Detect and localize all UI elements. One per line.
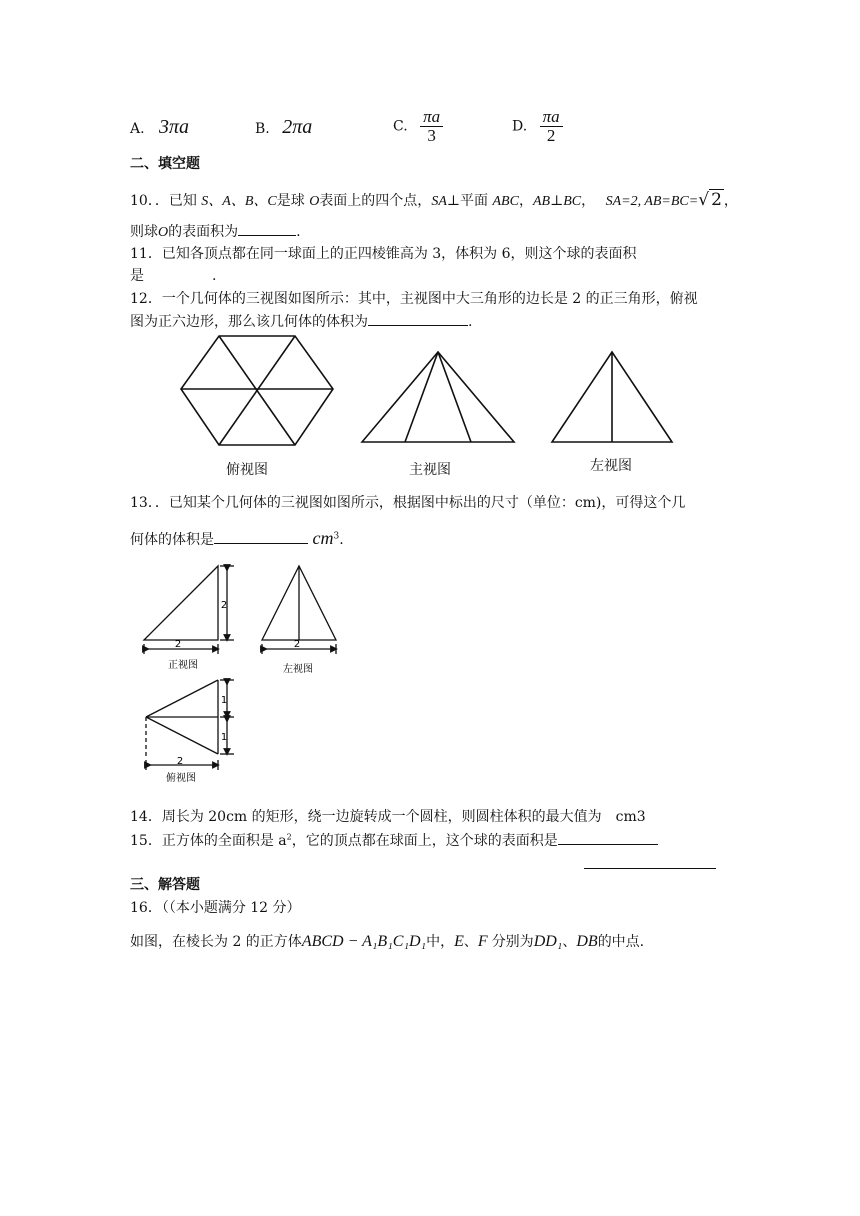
q16-cube: ABCD − A₁B₁C₁D₁ [301,933,427,950]
q16-e: E [454,933,464,950]
question-12-line-2 [130,311,472,331]
question-15 [130,830,658,850]
option-d-label: D. [512,118,528,135]
option-a [130,116,189,139]
option-a-label: A. [130,121,145,137]
q13-top-dim-label-a: 1 [220,695,228,706]
q13-top-dim-label-b: 1 [220,732,228,743]
hexagon-top-view [181,336,333,445]
q10-comma2: ， [581,193,596,209]
question-11-line-2 [130,265,216,285]
q13-line2-end: . [339,532,344,548]
q16-db: DB [576,933,598,950]
q12-left-view-label: 左视图 [590,458,632,474]
question-10-line-1 [130,190,738,210]
triangle-front-view [362,352,514,442]
q12-front-view-label: 主视图 [409,462,451,478]
section-fill-blank-title: 二、填空题 [130,156,200,172]
q10-perp2: ⊥ [550,193,564,209]
section-answer-title: 三、解答题 [130,877,200,893]
q10-sa: SA [431,194,447,209]
q10-line2-rest: 的表面积为 [168,224,239,240]
option-b-value: 2πa [282,116,313,138]
question-16-line-2 [130,931,644,951]
answer-blank [368,325,468,326]
q10-line2-end: . [296,224,301,240]
q13-front-view-label: 正视图 [168,660,198,671]
question-12-line-1: 12．一个几何体的三视图如图所示：其中，主视图中大三角形的边长是 2 的正三角形，俯视 [130,291,698,307]
question-11-line-1: 11．已知各顶点都在同一球面上的正四棱锥高为 3，体积为 6，则这个球的表面积 [130,246,637,262]
q11-line2-text: 是 [130,268,144,284]
q10-line2-prefix: 则球 [130,224,158,240]
q10-o: O [309,194,320,209]
answer-blank [214,543,308,544]
option-c-label: C. [393,118,408,135]
q10-comma1: ， [518,193,533,209]
option-a-value: 3πa [159,116,190,138]
q13-front-height-label: 2 [220,600,228,611]
triangle-left-view [552,352,672,442]
answer-blank-line [584,868,716,869]
option-b [255,116,312,139]
option-d [512,108,563,145]
option-c-denominator: 3 [427,125,436,145]
q10-bc: BC [563,194,582,209]
q13-unit: cm [312,528,334,548]
q16-sep2: 、 [562,934,577,950]
option-d-numerator: πa [540,108,563,127]
q12-top-view-label: 俯视图 [226,462,268,478]
q15-rest: ，它的顶点都在球面上，这个球的表面积是 [291,833,558,849]
q12-line2-text: 图为正六边形，那么该几何体的体积为 [130,314,368,330]
q10-abc: ABC [492,194,519,209]
q10-sqrt-value: 2 [711,190,722,210]
answer-blank [238,235,296,236]
q13-front-width-label: 2 [174,639,182,650]
q10-end: ， [723,193,738,209]
q16-end: 的中点. [597,934,645,950]
q16-mid2: 分别为 [491,934,534,950]
question-16-line-1: 16．（（本小题满分 12 分） [130,900,301,916]
question-13-line-1: 13．．已知某个几何体的三视图如图所示，根据图中标出的尺寸（单位：cm)，可得这个几 [130,495,686,511]
q10-prefix: 10．．已知 [130,193,197,209]
option-c [393,108,443,145]
q13-top-view-label: 俯视图 [166,773,196,784]
q10-line2-o: O [158,225,169,240]
q14-text: 14．周长为 20cm 的矩形，绕一边旋转成一个圆柱，则圆柱体积的最大值为 [130,809,602,825]
question-13-line-2 [130,528,344,549]
q10-points: S、A、B、C [201,194,277,209]
q13-unit-sup: 3 [333,531,340,542]
q13-left-width-label: 2 [293,639,301,650]
q16-f: F [477,933,488,950]
q15-sup: 2 [286,832,292,842]
q16-dd1: DD₁ [533,933,563,950]
option-d-denominator: 2 [546,125,556,145]
q11-line2-end: . [212,268,217,284]
q10-ab: AB [532,194,551,209]
q10-perp1: ⊥平面 [446,193,489,209]
q10-equation: SA=2, AB=BC= [605,194,699,209]
q10-mid: 是球 [276,193,305,209]
option-c-numerator: πa [420,108,443,127]
question-14 [130,806,646,826]
sqrt-symbol: √ 2 [698,190,722,210]
q16-sep: 、 [463,934,478,950]
answer-blank [558,844,658,845]
q12-line2-end: . [468,314,473,330]
question-10-line-2 [130,221,301,241]
q16-prefix: 如图，在棱长为 2 的正方体 [130,934,302,950]
q10-rest: 表面上的四个点， [319,193,432,209]
q13-top-width-label: 2 [176,756,184,767]
q13-line2-text: 何体的体积是 [130,532,214,548]
option-c-fraction [420,108,443,145]
option-d-fraction [540,108,563,145]
q12-three-views-figure [170,332,730,480]
q13-three-views-figure [138,560,348,790]
q16-mid: 中， [426,934,455,950]
q13-top-view [146,680,234,770]
option-b-label: B. [255,121,270,137]
q14-unit: cm3 [615,809,646,825]
q13-left-view-label: 左视图 [283,664,313,675]
q15-text: 15．正方体的全面积是 a [130,833,287,849]
